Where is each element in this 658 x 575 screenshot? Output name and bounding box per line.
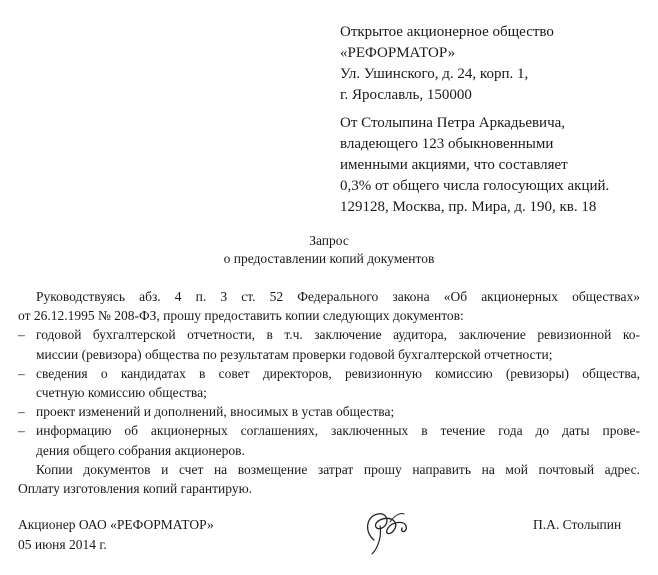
sender-line: 129128, Москва, пр. Мира, д. 190, кв. 18 (340, 199, 597, 215)
recipient-line: Открытое акционерное общество (340, 24, 554, 40)
list-item-line: счетную комиссию общества; (36, 384, 207, 400)
list-dash: – (18, 404, 25, 420)
list-dash: – (18, 423, 25, 439)
list-item-line: годовой бухгалтерской отчетности, в т.ч. заключение аудитора, заключение ревизионной ко- (36, 327, 640, 343)
sender-line: От Столыпина Петра Аркадьевича, (340, 115, 566, 131)
list-item (18, 421, 640, 459)
list-dash: – (18, 327, 25, 343)
list-item-line: информацию об акционерных соглашениях, заключенных в течение года до даты прове- (36, 423, 640, 439)
list-item-line: миссии (ревизора) общества по результатам проверки годовой бухгалтерской отчетности; (36, 346, 553, 362)
document-page: Открытое акционерное общество «РЕФОРМАТОР» Ул. Ушинского, д. 24, корп. 1, г. Ярославль, 150000 От Столыпина Петра Аркадьевича, владеющего 123 обыкновенными именными акциями, что составляет 0,3% от общего числа голосующих акций. 129128, Москва, пр. Мира, д. 190, кв. 18 Запрос о предоставлении копий документов Руководствуясь абз. 4 п. 3 ст. 52 Федерального закона «Об акционерных обществах» от 26.12.1995 № 208-ФЗ, прошу предоставить копии следующих документов: – годовой бухгалтерской отчетности, в т.ч. заключение аудитора, заключение ревизионной ко- миссии (ревизора) общества по результатам проверки годовой бухгалтерской отчетности; – сведения о кандидатах в совет директоров, ревизионную комиссию (ревизоры) общества, счетную комиссию общества; – проект изменений и дополнений, вносимых в устав общества; – информацию об акционерных соглашениях, заключенных в течение года до даты прове- дения общего собрания акционеров. Копии документов и счет на возмещение затрат прошу направить на мой почтовый адрес. Оплату изготовления копий гарантирую. Акционер ОАО «РЕФОРМАТОР» 05 июня 2014 г. П.А. Столыпин (0, 0, 658, 575)
recipient-address (340, 22, 554, 106)
signing-date: 05 июня 2014 г. (18, 537, 107, 552)
sender-line: 0,3% от общего числа голосующих акций. (340, 178, 610, 194)
recipient-company: «РЕФОРМАТОР» (340, 45, 456, 61)
list-item (18, 402, 640, 421)
body-line: от 26.12.1995 № 208-ФЗ, прошу предоставить копии следующих документов: (18, 308, 464, 324)
sender-line: именными акциями, что составляет (340, 157, 568, 173)
list-item-line: проект изменений и дополнений, вносимых в устав общества; (36, 404, 395, 420)
list-item (18, 325, 640, 363)
body-line: Копии документов и счет на возмещение затрат прошу направить на мой почтовый адрес. (36, 461, 640, 477)
request-body (18, 287, 640, 498)
list-dash: – (18, 365, 25, 381)
handwritten-signature (360, 496, 416, 556)
body-line: Руководствуясь абз. 4 п. 3 ст. 52 Федерального закона «Об акционерных обществах» (36, 289, 640, 304)
sender-line: владеющего 123 обыкновенными (340, 136, 554, 152)
signer-position: Акционер ОАО «РЕФОРМАТОР» (18, 517, 214, 532)
signer-block (18, 515, 214, 555)
document-subtitle: о предоставлении копий документов (223, 251, 435, 266)
list-item-line: дения общего собрания акционеров. (36, 442, 245, 458)
sender-address (340, 113, 609, 218)
list-item-line: сведения о кандидатах в совет директоров, ревизионную комиссию (ревизоры) общества, (36, 365, 640, 381)
signer-name: П.А. Столыпин (533, 517, 622, 532)
recipient-city: г. Ярославль, 150000 (340, 87, 472, 103)
list-item (18, 364, 640, 402)
body-line: Оплату изготовления копий гарантирую. (18, 480, 253, 496)
recipient-street: Ул. Ушинского, д. 24, корп. 1, (340, 66, 529, 82)
